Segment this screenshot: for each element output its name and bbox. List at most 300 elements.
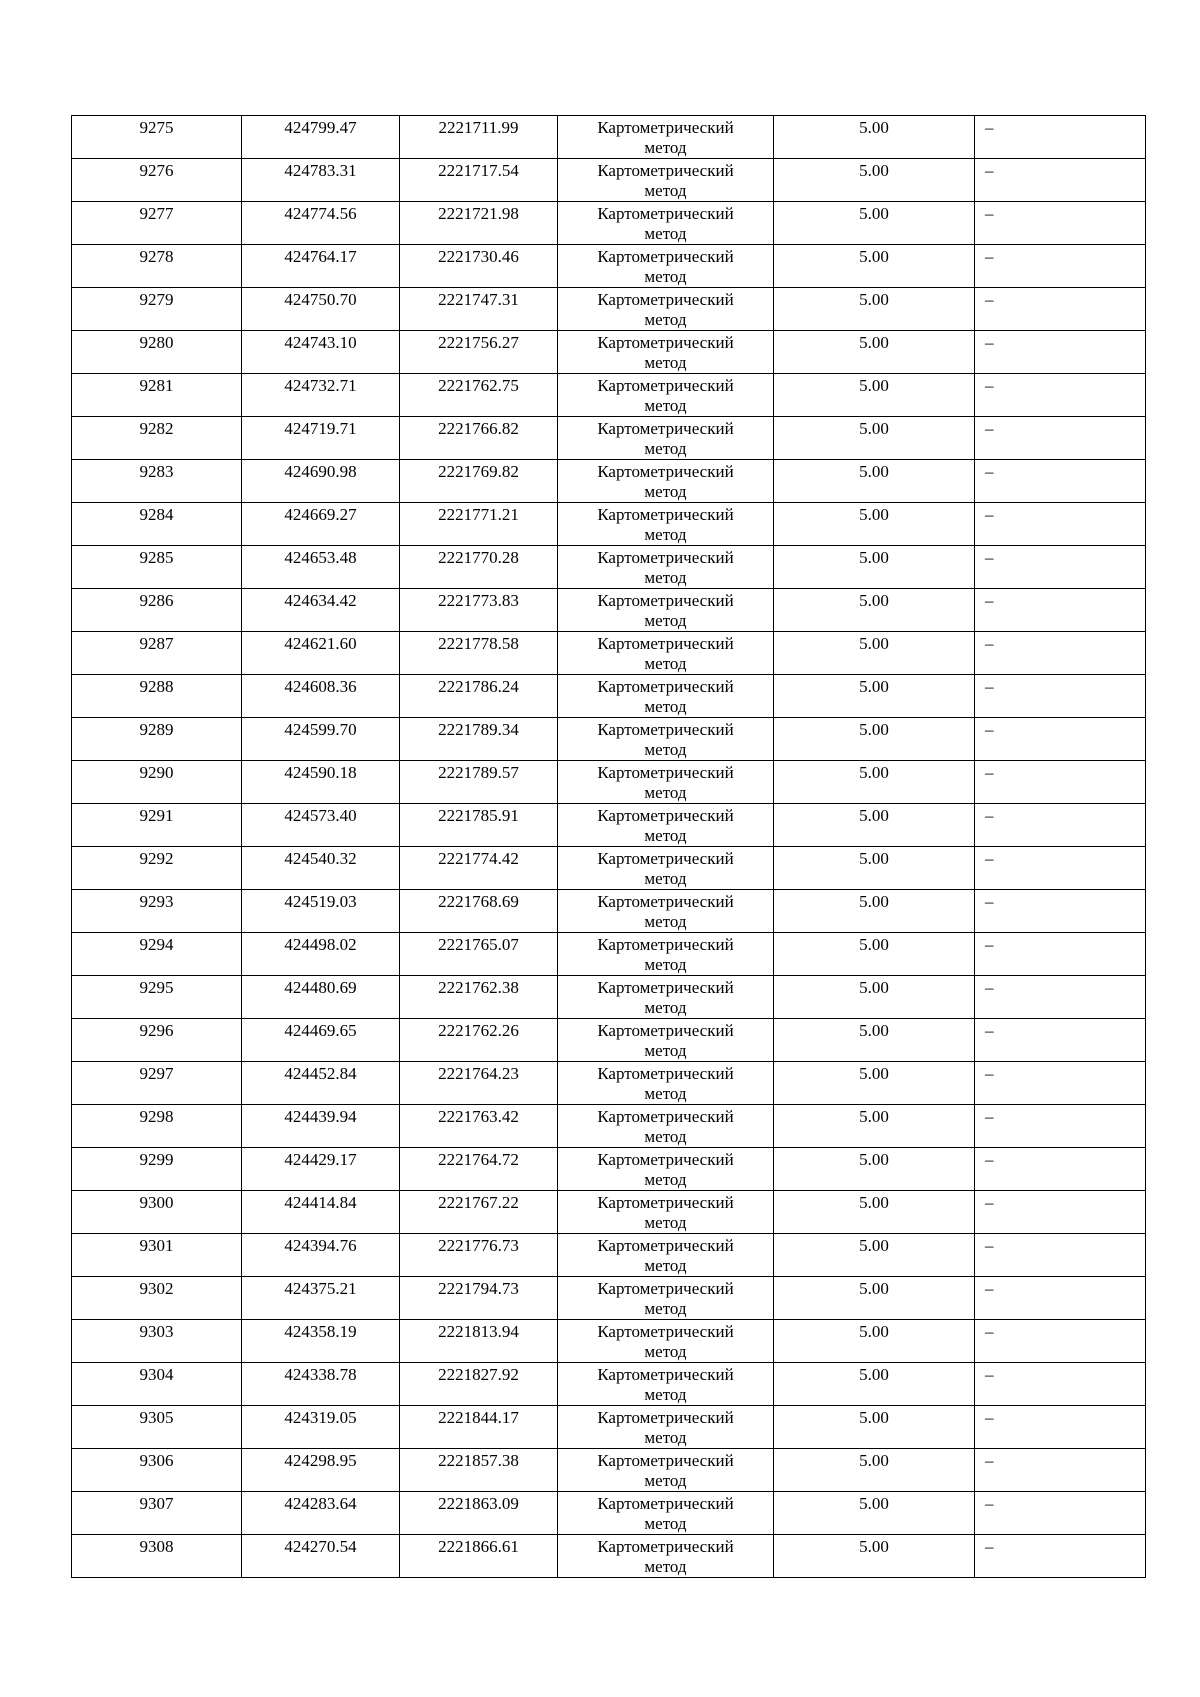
table-row [72, 288, 1146, 331]
method-cell [558, 761, 774, 804]
accuracy-cell: 5.00 [774, 675, 975, 718]
x-coordinate-cell: 424690.98 [242, 460, 400, 503]
accuracy-cell: 5.00 [774, 1105, 975, 1148]
accuracy-cell: 5.00 [774, 503, 975, 546]
accuracy-cell: 5.00 [774, 761, 975, 804]
method-line-1: Картометрический [597, 1408, 734, 1427]
method-line-2: метод [644, 1428, 687, 1447]
table-row [72, 761, 1146, 804]
point-number-cell: 9275 [72, 116, 242, 159]
x-coordinate-cell: 424783.31 [242, 159, 400, 202]
table-row [72, 847, 1146, 890]
method-line-2: метод [644, 267, 687, 286]
table-row [72, 417, 1146, 460]
note-cell: – [975, 245, 1146, 288]
table-row [72, 804, 1146, 847]
x-coordinate-cell: 424590.18 [242, 761, 400, 804]
x-coordinate-cell: 424608.36 [242, 675, 400, 718]
point-number-cell: 9305 [72, 1406, 242, 1449]
note-cell: – [975, 1492, 1146, 1535]
note-cell: – [975, 976, 1146, 1019]
table-row [72, 1492, 1146, 1535]
y-coordinate-cell: 2221794.73 [400, 1277, 558, 1320]
point-number-cell: 9308 [72, 1535, 242, 1578]
method-line-1: Картометрический [597, 1451, 734, 1470]
y-coordinate-cell: 2221762.38 [400, 976, 558, 1019]
accuracy-cell: 5.00 [774, 933, 975, 976]
note-cell: – [975, 804, 1146, 847]
x-coordinate-cell: 424719.71 [242, 417, 400, 460]
method-line-2: метод [644, 568, 687, 587]
method-line-2: метод [644, 955, 687, 974]
method-line-2: метод [644, 1471, 687, 1490]
note-cell: – [975, 1062, 1146, 1105]
note-cell: – [975, 1320, 1146, 1363]
point-number-cell: 9288 [72, 675, 242, 718]
y-coordinate-cell: 2221721.98 [400, 202, 558, 245]
table-row [72, 202, 1146, 245]
y-coordinate-cell: 2221765.07 [400, 933, 558, 976]
table-row [72, 1449, 1146, 1492]
point-number-cell: 9276 [72, 159, 242, 202]
accuracy-cell: 5.00 [774, 159, 975, 202]
method-line-2: метод [644, 224, 687, 243]
point-number-cell: 9303 [72, 1320, 242, 1363]
table-row [72, 1062, 1146, 1105]
method-line-1: Картометрический [597, 849, 734, 868]
coordinates-table [71, 115, 1146, 1578]
y-coordinate-cell: 2221844.17 [400, 1406, 558, 1449]
method-line-2: метод [644, 697, 687, 716]
method-line-1: Картометрический [597, 161, 734, 180]
y-coordinate-cell: 2221827.92 [400, 1363, 558, 1406]
note-cell: – [975, 1449, 1146, 1492]
method-line-2: метод [644, 912, 687, 931]
method-cell [558, 1320, 774, 1363]
table-row [72, 718, 1146, 761]
y-coordinate-cell: 2221747.31 [400, 288, 558, 331]
note-cell: – [975, 761, 1146, 804]
point-number-cell: 9294 [72, 933, 242, 976]
method-line-2: метод [644, 1041, 687, 1060]
accuracy-cell: 5.00 [774, 1363, 975, 1406]
point-number-cell: 9289 [72, 718, 242, 761]
table-row [72, 933, 1146, 976]
note-cell: – [975, 890, 1146, 933]
point-number-cell: 9290 [72, 761, 242, 804]
table-row [72, 589, 1146, 632]
method-line-1: Картометрический [597, 978, 734, 997]
accuracy-cell: 5.00 [774, 1234, 975, 1277]
method-line-2: метод [644, 783, 687, 802]
y-coordinate-cell: 2221717.54 [400, 159, 558, 202]
method-line-2: метод [644, 1127, 687, 1146]
method-cell [558, 976, 774, 1019]
method-line-1: Картометрический [597, 419, 734, 438]
x-coordinate-cell: 424394.76 [242, 1234, 400, 1277]
note-cell: – [975, 632, 1146, 675]
note-cell: – [975, 1148, 1146, 1191]
note-cell: – [975, 546, 1146, 589]
y-coordinate-cell: 2221857.38 [400, 1449, 558, 1492]
y-coordinate-cell: 2221774.42 [400, 847, 558, 890]
method-line-2: метод [644, 654, 687, 673]
table-row [72, 1105, 1146, 1148]
x-coordinate-cell: 424599.70 [242, 718, 400, 761]
x-coordinate-cell: 424573.40 [242, 804, 400, 847]
method-line-1: Картометрический [597, 333, 734, 352]
point-number-cell: 9282 [72, 417, 242, 460]
method-cell [558, 546, 774, 589]
y-coordinate-cell: 2221773.83 [400, 589, 558, 632]
point-number-cell: 9292 [72, 847, 242, 890]
table-row [72, 1535, 1146, 1578]
table-row [72, 632, 1146, 675]
accuracy-cell: 5.00 [774, 1406, 975, 1449]
method-line-2: метод [644, 826, 687, 845]
note-cell: – [975, 1535, 1146, 1578]
point-number-cell: 9287 [72, 632, 242, 675]
method-line-2: метод [644, 1342, 687, 1361]
method-cell [558, 718, 774, 761]
point-number-cell: 9307 [72, 1492, 242, 1535]
y-coordinate-cell: 2221764.23 [400, 1062, 558, 1105]
method-line-2: метод [644, 1213, 687, 1232]
method-line-1: Картометрический [597, 1236, 734, 1255]
method-cell [558, 1406, 774, 1449]
method-line-1: Картометрический [597, 376, 734, 395]
table-row [72, 976, 1146, 1019]
method-line-2: метод [644, 1514, 687, 1533]
note-cell: – [975, 1363, 1146, 1406]
x-coordinate-cell: 424429.17 [242, 1148, 400, 1191]
point-number-cell: 9295 [72, 976, 242, 1019]
method-line-1: Картометрический [597, 1064, 734, 1083]
method-line-2: метод [644, 1557, 687, 1576]
y-coordinate-cell: 2221766.82 [400, 417, 558, 460]
point-number-cell: 9296 [72, 1019, 242, 1062]
y-coordinate-cell: 2221785.91 [400, 804, 558, 847]
method-line-1: Картометрический [597, 634, 734, 653]
point-number-cell: 9285 [72, 546, 242, 589]
note-cell: – [975, 460, 1146, 503]
table-row [72, 675, 1146, 718]
x-coordinate-cell: 424750.70 [242, 288, 400, 331]
x-coordinate-cell: 424519.03 [242, 890, 400, 933]
method-cell [558, 1148, 774, 1191]
x-coordinate-cell: 424774.56 [242, 202, 400, 245]
accuracy-cell: 5.00 [774, 202, 975, 245]
note-cell: – [975, 417, 1146, 460]
method-cell [558, 1449, 774, 1492]
point-number-cell: 9277 [72, 202, 242, 245]
note-cell: – [975, 1019, 1146, 1062]
accuracy-cell: 5.00 [774, 546, 975, 589]
y-coordinate-cell: 2221756.27 [400, 331, 558, 374]
method-line-1: Картометрический [597, 462, 734, 481]
accuracy-cell: 5.00 [774, 116, 975, 159]
note-cell: – [975, 1234, 1146, 1277]
y-coordinate-cell: 2221768.69 [400, 890, 558, 933]
table-row [72, 890, 1146, 933]
accuracy-cell: 5.00 [774, 1062, 975, 1105]
y-coordinate-cell: 2221789.57 [400, 761, 558, 804]
accuracy-cell: 5.00 [774, 589, 975, 632]
method-line-1: Картометрический [597, 1193, 734, 1212]
accuracy-cell: 5.00 [774, 804, 975, 847]
table-row [72, 245, 1146, 288]
table-row [72, 1191, 1146, 1234]
table-row [72, 1019, 1146, 1062]
x-coordinate-cell: 424283.64 [242, 1492, 400, 1535]
point-number-cell: 9278 [72, 245, 242, 288]
accuracy-cell: 5.00 [774, 374, 975, 417]
method-line-2: метод [644, 482, 687, 501]
accuracy-cell: 5.00 [774, 1535, 975, 1578]
method-line-2: метод [644, 310, 687, 329]
y-coordinate-cell: 2221863.09 [400, 1492, 558, 1535]
method-line-1: Картометрический [597, 1322, 734, 1341]
point-number-cell: 9286 [72, 589, 242, 632]
table-row [72, 331, 1146, 374]
accuracy-cell: 5.00 [774, 976, 975, 1019]
method-line-1: Картометрический [597, 1365, 734, 1384]
table-row [72, 503, 1146, 546]
note-cell: – [975, 1105, 1146, 1148]
method-cell [558, 159, 774, 202]
method-line-1: Картометрический [597, 1021, 734, 1040]
method-line-1: Картометрический [597, 290, 734, 309]
method-cell [558, 503, 774, 546]
note-cell: – [975, 331, 1146, 374]
method-cell [558, 804, 774, 847]
accuracy-cell: 5.00 [774, 1449, 975, 1492]
method-cell [558, 331, 774, 374]
point-number-cell: 9283 [72, 460, 242, 503]
method-cell [558, 288, 774, 331]
point-number-cell: 9299 [72, 1148, 242, 1191]
table-row [72, 1148, 1146, 1191]
method-cell [558, 632, 774, 675]
note-cell: – [975, 1406, 1146, 1449]
method-line-1: Картометрический [597, 935, 734, 954]
point-number-cell: 9281 [72, 374, 242, 417]
y-coordinate-cell: 2221813.94 [400, 1320, 558, 1363]
method-cell [558, 1105, 774, 1148]
y-coordinate-cell: 2221866.61 [400, 1535, 558, 1578]
method-cell [558, 460, 774, 503]
point-number-cell: 9304 [72, 1363, 242, 1406]
method-line-2: метод [644, 1299, 687, 1318]
note-cell: – [975, 116, 1146, 159]
method-cell [558, 202, 774, 245]
method-cell [558, 1062, 774, 1105]
method-line-1: Картометрический [597, 720, 734, 739]
table-row [72, 1320, 1146, 1363]
coordinates-table-body [72, 116, 1146, 1578]
method-line-1: Картометрический [597, 1107, 734, 1126]
point-number-cell: 9284 [72, 503, 242, 546]
accuracy-cell: 5.00 [774, 288, 975, 331]
table-row [72, 116, 1146, 159]
point-number-cell: 9301 [72, 1234, 242, 1277]
method-cell [558, 374, 774, 417]
x-coordinate-cell: 424653.48 [242, 546, 400, 589]
accuracy-cell: 5.00 [774, 890, 975, 933]
x-coordinate-cell: 424621.60 [242, 632, 400, 675]
x-coordinate-cell: 424669.27 [242, 503, 400, 546]
method-line-2: метод [644, 869, 687, 888]
accuracy-cell: 5.00 [774, 718, 975, 761]
accuracy-cell: 5.00 [774, 632, 975, 675]
note-cell: – [975, 202, 1146, 245]
point-number-cell: 9302 [72, 1277, 242, 1320]
x-coordinate-cell: 424480.69 [242, 976, 400, 1019]
accuracy-cell: 5.00 [774, 1148, 975, 1191]
note-cell: – [975, 1277, 1146, 1320]
y-coordinate-cell: 2221711.99 [400, 116, 558, 159]
method-cell [558, 847, 774, 890]
method-line-1: Картометрический [597, 118, 734, 137]
point-number-cell: 9279 [72, 288, 242, 331]
x-coordinate-cell: 424799.47 [242, 116, 400, 159]
method-line-1: Картометрический [597, 1537, 734, 1556]
method-line-2: метод [644, 1385, 687, 1404]
method-cell [558, 1191, 774, 1234]
x-coordinate-cell: 424634.42 [242, 589, 400, 632]
method-cell [558, 1492, 774, 1535]
table-row [72, 1234, 1146, 1277]
table-row [72, 460, 1146, 503]
method-cell [558, 589, 774, 632]
point-number-cell: 9293 [72, 890, 242, 933]
point-number-cell: 9306 [72, 1449, 242, 1492]
table-row [72, 374, 1146, 417]
y-coordinate-cell: 2221764.72 [400, 1148, 558, 1191]
x-coordinate-cell: 424439.94 [242, 1105, 400, 1148]
accuracy-cell: 5.00 [774, 331, 975, 374]
x-coordinate-cell: 424319.05 [242, 1406, 400, 1449]
note-cell: – [975, 933, 1146, 976]
point-number-cell: 9298 [72, 1105, 242, 1148]
method-line-1: Картометрический [597, 892, 734, 911]
x-coordinate-cell: 424732.71 [242, 374, 400, 417]
method-line-2: метод [644, 1084, 687, 1103]
method-line-2: метод [644, 439, 687, 458]
note-cell: – [975, 847, 1146, 890]
note-cell: – [975, 718, 1146, 761]
x-coordinate-cell: 424414.84 [242, 1191, 400, 1234]
x-coordinate-cell: 424743.10 [242, 331, 400, 374]
method-cell [558, 1234, 774, 1277]
accuracy-cell: 5.00 [774, 847, 975, 890]
method-cell [558, 245, 774, 288]
table-row [72, 546, 1146, 589]
point-number-cell: 9300 [72, 1191, 242, 1234]
method-line-1: Картометрический [597, 1494, 734, 1513]
y-coordinate-cell: 2221786.24 [400, 675, 558, 718]
y-coordinate-cell: 2221763.42 [400, 1105, 558, 1148]
method-line-1: Картометрический [597, 1150, 734, 1169]
y-coordinate-cell: 2221770.28 [400, 546, 558, 589]
y-coordinate-cell: 2221789.34 [400, 718, 558, 761]
x-coordinate-cell: 424358.19 [242, 1320, 400, 1363]
method-line-1: Картометрический [597, 548, 734, 567]
accuracy-cell: 5.00 [774, 1277, 975, 1320]
method-cell [558, 933, 774, 976]
x-coordinate-cell: 424540.32 [242, 847, 400, 890]
note-cell: – [975, 374, 1146, 417]
method-line-1: Картометрический [597, 1279, 734, 1298]
method-cell [558, 1535, 774, 1578]
note-cell: – [975, 1191, 1146, 1234]
y-coordinate-cell: 2221767.22 [400, 1191, 558, 1234]
y-coordinate-cell: 2221778.58 [400, 632, 558, 675]
method-line-1: Картометрический [597, 591, 734, 610]
method-line-2: метод [644, 525, 687, 544]
y-coordinate-cell: 2221730.46 [400, 245, 558, 288]
method-cell [558, 1019, 774, 1062]
note-cell: – [975, 503, 1146, 546]
accuracy-cell: 5.00 [774, 417, 975, 460]
note-cell: – [975, 589, 1146, 632]
method-line-2: метод [644, 138, 687, 157]
method-line-2: метод [644, 1170, 687, 1189]
x-coordinate-cell: 424338.78 [242, 1363, 400, 1406]
table-row [72, 1277, 1146, 1320]
method-line-1: Картометрический [597, 505, 734, 524]
accuracy-cell: 5.00 [774, 1019, 975, 1062]
note-cell: – [975, 159, 1146, 202]
method-line-1: Картометрический [597, 204, 734, 223]
note-cell: – [975, 288, 1146, 331]
method-line-2: метод [644, 181, 687, 200]
x-coordinate-cell: 424452.84 [242, 1062, 400, 1105]
accuracy-cell: 5.00 [774, 1492, 975, 1535]
note-cell: – [975, 675, 1146, 718]
method-line-2: метод [644, 998, 687, 1017]
x-coordinate-cell: 424498.02 [242, 933, 400, 976]
y-coordinate-cell: 2221762.75 [400, 374, 558, 417]
x-coordinate-cell: 424298.95 [242, 1449, 400, 1492]
x-coordinate-cell: 424375.21 [242, 1277, 400, 1320]
accuracy-cell: 5.00 [774, 1191, 975, 1234]
table-row [72, 159, 1146, 202]
method-cell [558, 1363, 774, 1406]
table-row [72, 1363, 1146, 1406]
y-coordinate-cell: 2221776.73 [400, 1234, 558, 1277]
point-number-cell: 9297 [72, 1062, 242, 1105]
accuracy-cell: 5.00 [774, 460, 975, 503]
point-number-cell: 9280 [72, 331, 242, 374]
method-line-1: Картометрический [597, 763, 734, 782]
method-line-1: Картометрический [597, 806, 734, 825]
x-coordinate-cell: 424270.54 [242, 1535, 400, 1578]
method-cell [558, 675, 774, 718]
method-line-2: метод [644, 353, 687, 372]
x-coordinate-cell: 424469.65 [242, 1019, 400, 1062]
table-row [72, 1406, 1146, 1449]
point-number-cell: 9291 [72, 804, 242, 847]
method-line-2: метод [644, 611, 687, 630]
method-line-2: метод [644, 740, 687, 759]
y-coordinate-cell: 2221771.21 [400, 503, 558, 546]
method-cell [558, 1277, 774, 1320]
method-cell [558, 417, 774, 460]
method-line-1: Картометрический [597, 677, 734, 696]
method-cell [558, 890, 774, 933]
y-coordinate-cell: 2221769.82 [400, 460, 558, 503]
